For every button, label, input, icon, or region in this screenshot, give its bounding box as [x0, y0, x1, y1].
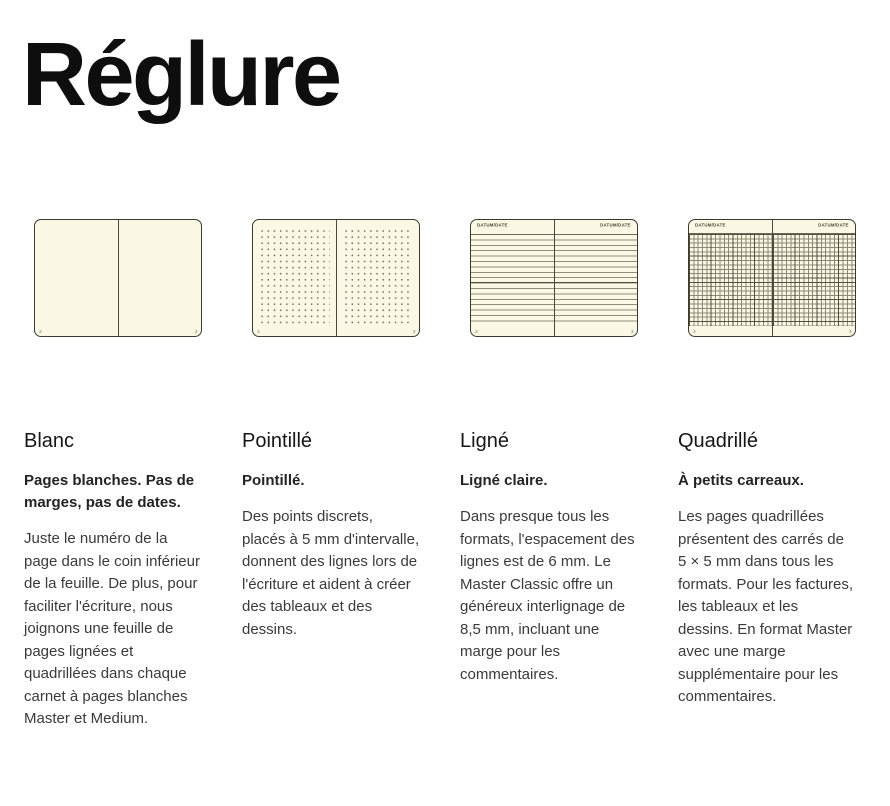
page-seam-line: [471, 282, 637, 283]
section-quadrille: [678, 429, 862, 731]
notebook-illustration-pointille: [252, 219, 420, 337]
page-number: 3: [848, 328, 851, 334]
section-body-text: Les pages quadrillées présentent des carrés de 5 × 5 mm dans tous les formats. Pour les factures, les tableaux et les dessins. En format Master avec une marge supplémentaire pour les commentaires.: [678, 508, 854, 705]
notebook-page-right: [772, 220, 855, 336]
page-number: 3: [630, 328, 633, 334]
section-blanc: [24, 429, 208, 731]
lined-pattern: [555, 234, 637, 324]
notebook-page-right: [118, 220, 201, 336]
notebook-page-right: [336, 220, 419, 336]
date-header-label: DATUM/DATE: [600, 222, 631, 228]
dot-grid-pattern: [343, 228, 413, 325]
page-title: Réglure: [22, 25, 340, 125]
page-number: 2: [39, 328, 42, 334]
section-subtitle: Pointillé.: [242, 472, 305, 489]
square-grid-pattern: [773, 233, 855, 326]
section-heading: Blanc: [24, 430, 75, 452]
page-seam-line: [689, 282, 855, 283]
section-body-text: Juste le numéro de la page dans le coin inférieur de la feuille. De plus, pour faciliter l'écriture, nous joignons une feuille de pages lignées et quadrillées dans chaque carnet à pages blanches Master et Medium.: [24, 530, 200, 727]
section-heading: Quadrillé: [678, 430, 759, 452]
page-number: 3: [412, 328, 415, 334]
section-subtitle: Pages blanches. Pas de marges, pas de dates.: [24, 472, 195, 511]
notebook-page-left: [253, 220, 336, 336]
date-header-label: DATUM/DATE: [477, 222, 508, 228]
date-header-label: DATUM/DATE: [818, 222, 849, 228]
notebook-illustration-blanc: [34, 219, 202, 337]
notebook-illustration-ligne: [470, 219, 638, 337]
ruling-descriptions-row: [24, 429, 890, 731]
section-body-text: Des points discrets, placés à 5 mm d'intervalle, donnent des lignes lors de l'écriture et aident à créer des tableaux et des dessins.: [242, 508, 420, 638]
lined-pattern: [471, 234, 554, 324]
section-pointille: [242, 429, 426, 731]
section-ligne: [460, 429, 644, 731]
section-subtitle: À petits carreaux.: [678, 472, 804, 489]
page-number: 2: [257, 328, 260, 334]
section-heading: Ligné: [460, 430, 509, 452]
dot-grid-pattern: [259, 228, 330, 325]
notebook-page-right: [554, 220, 637, 336]
notebook-illustration-quadrille: [688, 219, 856, 337]
page-number: 2: [475, 328, 478, 334]
notebook-page-left: [471, 220, 554, 336]
date-header-label: DATUM/DATE: [695, 222, 726, 228]
section-heading: Pointillé: [242, 430, 313, 452]
square-grid-pattern: [689, 233, 772, 326]
ruling-illustrations-row: [24, 219, 890, 337]
section-subtitle: Ligné claire.: [460, 472, 548, 489]
page-number: 2: [693, 328, 696, 334]
notebook-page-left: [35, 220, 118, 336]
section-body-text: Dans presque tous les formats, l'espacement des lignes est de 6 mm. Le Master Classic offre un généreux interlignage de 8,5 mm, incluant une marge pour les commentaires.: [460, 508, 635, 683]
notebook-page-left: [689, 220, 772, 336]
page-number: 3: [194, 328, 197, 334]
